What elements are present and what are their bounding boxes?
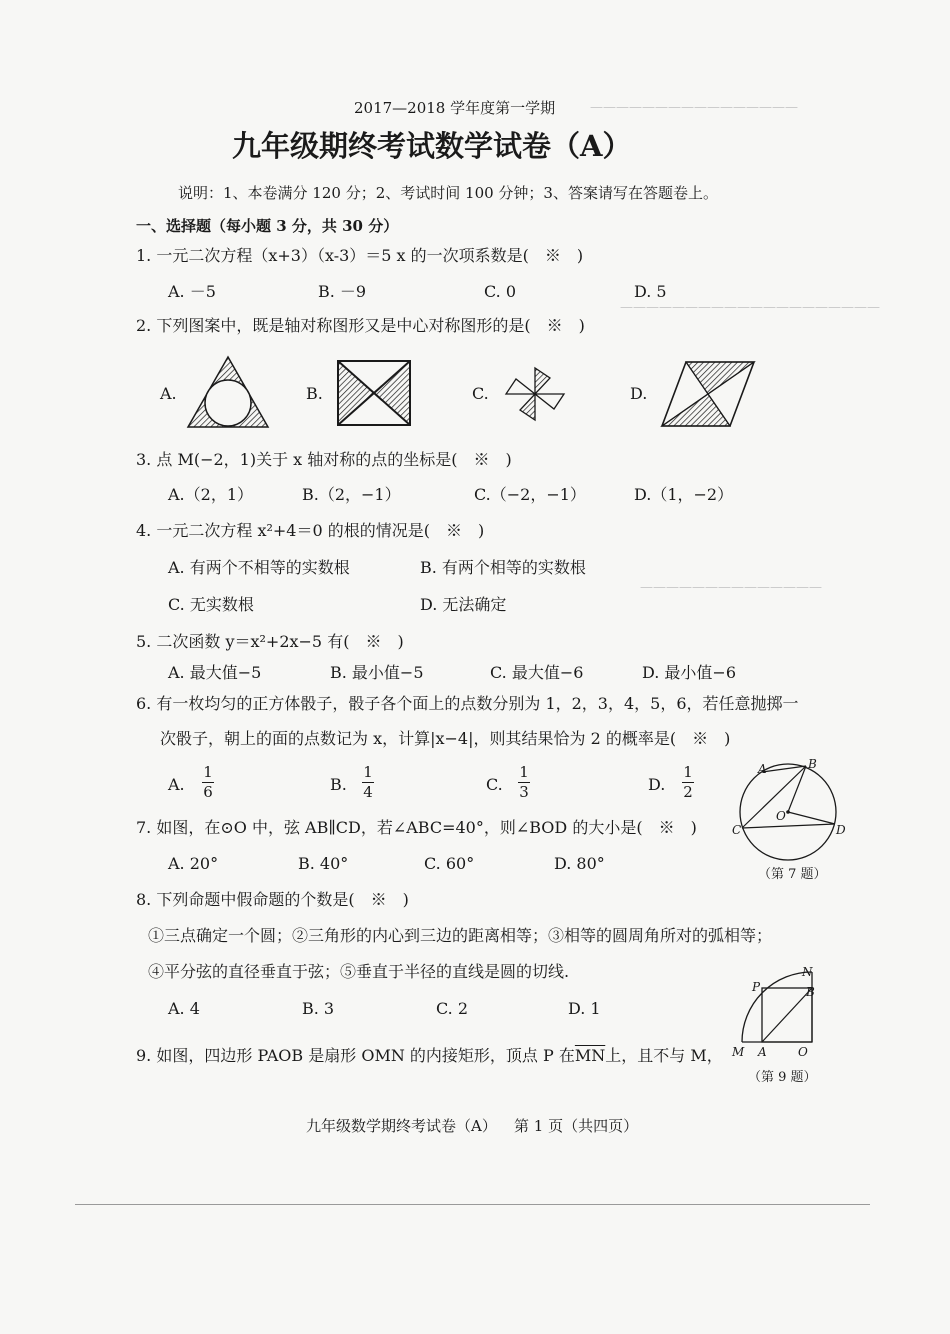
question-2-stem: 2. 下列图案中，既是轴对称图形又是中心对称图形的是( ※ ) bbox=[136, 316, 585, 335]
figure-9-label-n: N bbox=[802, 965, 813, 979]
page-title: 九年级期终考试数学试卷（A） bbox=[232, 129, 632, 163]
figure-pinwheel bbox=[502, 364, 568, 424]
figure-parallelogram bbox=[660, 360, 756, 428]
question-9-stem-post: 上，且不与 M， bbox=[605, 1046, 723, 1065]
figure-7-label-d: D bbox=[836, 823, 846, 837]
figure-9-caption: （第 9 题） bbox=[748, 1070, 817, 1085]
question-8-stem: 8. 下列命题中假命题的个数是( ※ ) bbox=[136, 890, 409, 909]
question-7-option-c: C. 60° bbox=[424, 854, 475, 873]
question-6-option-c: C. bbox=[486, 775, 503, 794]
question-6-option-a: A. bbox=[168, 775, 185, 794]
question-6-line-2: 次骰子，朝上的面的点数记为 x，计算|x−4|，则其结果恰为 2 的概率是( ※ ) bbox=[160, 729, 731, 748]
figure-9-label-p: P bbox=[752, 980, 761, 994]
question-4-option-d: D. 无法确定 bbox=[420, 595, 507, 614]
bleed-through-text: —————————————— bbox=[640, 580, 822, 595]
question-8-statements-line-2: ④平分弦的直径垂直于弦；⑤垂直于半径的直线是圆的切线. bbox=[148, 962, 570, 981]
question-7-option-b: B. 40° bbox=[298, 854, 349, 873]
question-6-fraction-c: 1 3 bbox=[519, 763, 529, 801]
bleed-through-text: ———————————————————— bbox=[620, 300, 880, 315]
question-1-option-c: C. 0 bbox=[484, 282, 517, 301]
question-6-fraction-b: 1 4 bbox=[363, 763, 373, 801]
question-2-option-d: D. bbox=[630, 384, 648, 403]
figure-square-cross bbox=[337, 360, 411, 426]
figure-7-label-c: C bbox=[732, 823, 742, 837]
question-2-option-a: A. bbox=[160, 384, 177, 403]
question-1-option-d: D. 5 bbox=[634, 282, 667, 301]
term-line: 2017—2018 学年度第一学期 bbox=[354, 99, 556, 117]
question-4-option-b: B. 有两个相等的实数根 bbox=[420, 558, 586, 577]
question-3-option-b: B.（2，−1） bbox=[302, 485, 401, 504]
question-4-option-a: A. 有两个不相等的实数根 bbox=[168, 558, 350, 577]
figure-7-caption: （第 7 题） bbox=[758, 867, 827, 882]
question-2-option-b: B. bbox=[306, 384, 323, 403]
scan-edge-line bbox=[75, 1204, 870, 1205]
section-heading: 一、选择题（每小题 3 分，共 30 分） bbox=[136, 217, 399, 235]
question-7-option-a: A. 20° bbox=[168, 854, 219, 873]
question-5-option-d: D. 最小值−6 bbox=[642, 663, 737, 682]
exam-notes: 说明：1、本卷满分 120 分；2、考试时间 100 分钟；3、答案请写在答题卷上。 bbox=[178, 184, 718, 202]
figure-7-label-b: B bbox=[808, 757, 817, 771]
question-3-option-d: D.（1，−2） bbox=[634, 485, 734, 504]
figure-9-label-m: M bbox=[732, 1045, 745, 1059]
question-6-fraction-d: 1 2 bbox=[683, 763, 693, 801]
question-1-option-a: A. －5 bbox=[168, 282, 216, 301]
question-8-statements-line-1: ①三点确定一个圆；②三角形的内心到三边的距离相等；③相等的圆周角所对的弧相等； bbox=[148, 926, 773, 945]
question-9-stem-pre: 9. 如图，四边形 PAOB 是扇形 OMN 的内接矩形，顶点 P 在 bbox=[136, 1046, 575, 1065]
figure-9-label-b: B bbox=[806, 985, 815, 999]
figure-triangle-circle bbox=[186, 355, 270, 431]
question-6-option-b: B. bbox=[330, 775, 347, 794]
question-6-line-1: 6. 有一枚均匀的正方体骰子，骰子各个面上的点数分别为 1，2，3，4，5，6，若任意抛掷一 bbox=[136, 694, 799, 713]
figure-7-label-a: A bbox=[758, 762, 767, 776]
question-1-stem: 1. 一元二次方程（x+3）（x-3）＝5 x 的一次项系数是( ※ ) bbox=[136, 246, 584, 265]
figure-7-label-o: O bbox=[776, 809, 786, 823]
figure-9-label-o: O bbox=[798, 1045, 808, 1059]
question-5-option-c: C. 最大值−6 bbox=[490, 663, 584, 682]
figure-circle-chords bbox=[734, 756, 844, 866]
question-8-option-c: C. 2 bbox=[436, 999, 469, 1018]
question-2-option-c: C. bbox=[472, 384, 489, 403]
question-5-option-a: A. 最大值−5 bbox=[168, 663, 262, 682]
question-8-option-a: A. 4 bbox=[168, 999, 200, 1018]
question-7-option-d: D. 80° bbox=[554, 854, 605, 873]
question-3-option-a: A.（2，1） bbox=[168, 485, 254, 504]
question-5-option-b: B. 最小值−5 bbox=[330, 663, 424, 682]
question-3-stem: 3. 点 M(−2，1)关于 x 轴对称的点的坐标是( ※ ) bbox=[136, 450, 512, 469]
question-6-option-d: D. bbox=[648, 775, 666, 794]
question-8-option-b: B. 3 bbox=[302, 999, 335, 1018]
footer-page-number: 第 1 页（共四页） bbox=[514, 1117, 639, 1135]
question-3-option-c: C.（−2，−1） bbox=[474, 485, 586, 504]
question-5-stem: 5. 二次函数 y＝x²+2x−5 有( ※ ) bbox=[136, 632, 404, 651]
question-8-option-d: D. 1 bbox=[568, 999, 601, 1018]
question-9-arc-mn: $\overline{MN}$ bbox=[574, 1046, 606, 1065]
figure-9-label-a: A bbox=[758, 1045, 767, 1059]
question-9-stem bbox=[136, 1046, 723, 1066]
question-4-stem: 4. 一元二次方程 x²+4＝0 的根的情况是( ※ ) bbox=[136, 521, 485, 540]
footer-title: 九年级数学期终考试卷（A） bbox=[306, 1117, 497, 1135]
question-4-option-c: C. 无实数根 bbox=[168, 595, 254, 614]
question-1-option-b: B. －9 bbox=[318, 282, 367, 301]
question-7-stem: 7. 如图，在⊙O 中，弦 AB∥CD，若∠ABC=40°，则∠BOD 的大小是( ※ ) bbox=[136, 818, 697, 837]
question-6-fraction-a: 1 6 bbox=[203, 763, 213, 801]
bleed-through-text: ———————————————— bbox=[590, 100, 798, 115]
